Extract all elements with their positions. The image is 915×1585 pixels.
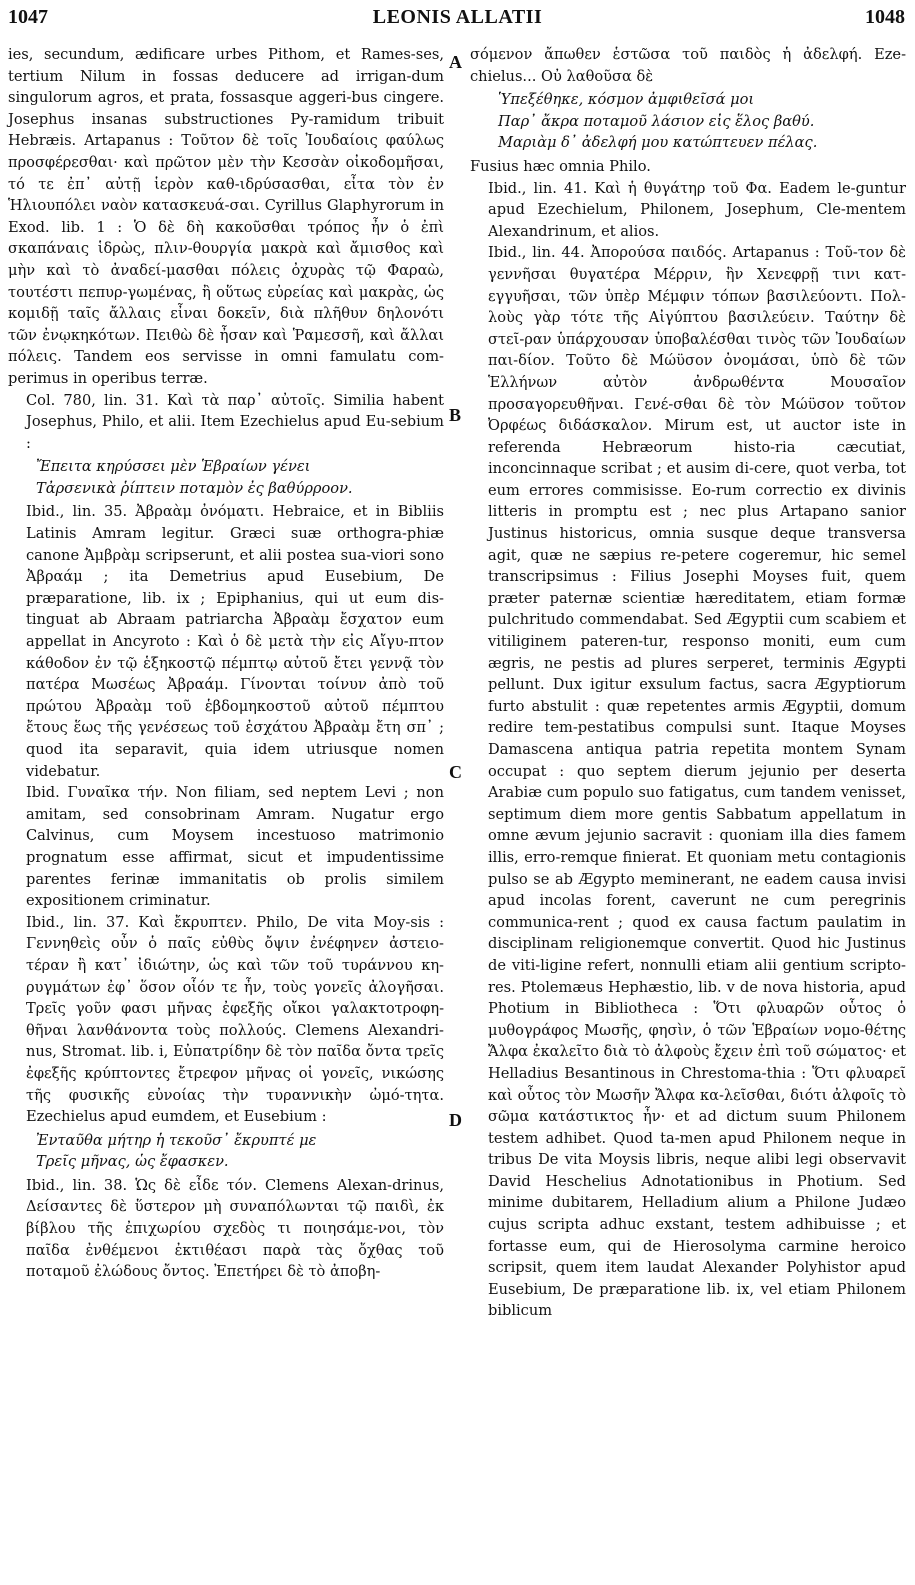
- right-page-number: 1048: [865, 6, 905, 28]
- margin-marker-a: A: [449, 52, 462, 72]
- verse-line: Ὑπεξέθηκε, κόσμον ἀμφιθεῖσά μοι: [498, 91, 755, 109]
- verse-line: Τρεῖς μῆνας, ὡς ἔφασκεν.: [36, 1153, 229, 1171]
- left-paragraph: ies, secundum, ædificare urbes Pithom, et Rames-ses, tertium Nilum in fossas deducere ad irrigan-dum singulorum agros, et prata, fossasque aggeri-bus cingere. Josephus insanas substructiones Py-ramidum tribuit Hebræis. Artapanus : Τοῦτον δὲ τοῖς Ἰουδαίοις φαύλως προσφέρεσθαι· καὶ πρῶτον μὲν τὴν Κεσσὰν οἰκοδομῆσαι, τό τε ἐπ᾽ αὐτῇ ἱερὸν καθ-ιδρύσασθαι, εἶτα τὸν ἐν Ἡλιουπόλει ναὸν κατασκευά-σαι. Cyrillus Glaphyrorum in Exod. lib. 1 : Ὁ δὲ δὴ κακοῦσθαι τρόπος ἦν ὁ ἐπὶ σκαπάναις ἱδρὼς, πλιν-θουργία μακρὰ καὶ ἄμισθος καὶ μὴν καὶ τὸ ἀναδεί-μασθαι πόλεις ὀχυρὰς τῷ Φαραὼ, τουτέστι πεπυρ-γωμένας, ἢ οὕτως εὐρείας καὶ μακρὰς, ὡς κομιδῇ ταῖς ἄλλαις εἶναι δοκεῖν, διὰ πλῆθυν δηλονότι τῶν ἐνῳκηκότων. Πειθὼ δὲ ἦσαν καὶ Ῥαμεσσῆ, καὶ ἄλλαι πόλεις. Tandem eos servisse in omni famulatu com-perimus in operibus terræ.: [8, 46, 444, 387]
- right-paragraph: Ibid., lin. 41. Καὶ ἡ θυγάτηρ τοῦ Φα. Eadem le-guntur apud Ezechielum, Philonem, Josephum, Cle-mentem Alexandrinum, et alios.: [488, 179, 906, 240]
- left-paragraph: Ibid. Γυναῖκα τήν. Non filiam, sed neptem Levi ; non amitam, sed consobrinam Amram. Nugatur ergo Calvinus, cum Moysem incestuoso matrimonio prognatum esse affirmat, sicut et impudentissime parentes ferinæ immanitatis ob prolis similem expositionem criminatur.: [26, 784, 444, 910]
- verse-line: Μαριὰμ δ᾽ ἀδελφή μου κατώπτευεν πέλας.: [498, 134, 818, 152]
- right-paragraph: Fusius hæc omnia Philo.: [470, 157, 651, 175]
- running-header: [0, 6, 915, 36]
- margin-marker-b: B: [449, 405, 462, 425]
- margin-marker-d: D: [449, 1110, 462, 1130]
- verse-quote: [498, 89, 906, 154]
- right-paragraph: σόμενον ἄπωθεν ἑστῶσα τοῦ παιδὸς ἡ ἀδελφή. Eze-chielus... Οὐ λαθοῦσα δὲ: [470, 46, 906, 85]
- left-paragraph: Ibid., lin. 38. Ὡς δὲ εἶδε τόν. Clemens Alexan-drinus, Δείσαντες δὲ ὕστερον μὴ συναπόλωνται τῷ παιδὶ, ἐκ βίβλου τῆς ἐπιχωρίου σχεδὸς τι ποιησάμε-νοι, τὸν παῖδα ἐνθέμενοι ἐκτιθέασι παρὰ τὰς ὄχθας τοῦ ποταμοῦ ἐλώδους ὄντος. Ἐπετήρει δὲ τὸ ἀποβη-: [26, 1176, 444, 1281]
- verse-quote: [36, 456, 444, 499]
- left-page-number: 1047: [8, 6, 48, 28]
- left-column: [8, 44, 444, 1283]
- running-title: LEONIS ALLATII: [372, 6, 543, 28]
- right-column: [470, 44, 906, 1322]
- left-paragraph: Ibid., lin. 37. Καὶ ἔκρυπτεν. Philo, De vita Moy-sis : Γεννηθεὶς οὖν ὁ παῖς εὐθὺς ὄψιν ἐνέφηνεν ἀστειο-τέραν ἢ κατ᾽ ἰδιώτην, ὡς καὶ τῶν τοῦ τυράννου κη-ρυγμάτων ἐφ᾽ ὅσον οἷόν τε ἦν, τοὺς γονεῖς ἀλογῆσαι. Τρεῖς γοῦν φασι μῆνας ἐφεξῆς οἴκοι γαλακτοτροφη-θῆναι λανθάνοντα τοὺς πολλούς. Clemens Alexandri-nus, Stromat. lib. i, Εὐπατρίδην δὲ τὸν παῖδα ὄντα τρεῖς ἐφεξῆς κρύπτοντες ἔτρεφον μῆνας οἱ γονεῖς, νικώσης τῆς φυσικῆς εὐνοίας τὴν τυραννικὴν ὠμό-τητα. Ezechielus apud eumdem, et Eusebium :: [26, 913, 444, 1126]
- verse-line: Τἀρσενικὰ ῥίπτειν ποταμὸν ἐς βαθύρροον.: [36, 479, 353, 497]
- verse-line: Ἔπειτα κηρύσσει μὲν Ἑβραίων γένει: [36, 458, 311, 476]
- verse-line: Παρ᾽ ἄκρα ποταμοῦ λάσιον εἰς ἕλος βαθύ.: [498, 112, 815, 130]
- right-paragraph: Ibid., lin. 44. Ἀπορούσα παιδός. Artapanus : Τοῦ-τον δὲ γεννῆσαι θυγατέρα Μέρριν, ἣν Χενεφρῇ τινι κατ-εγγυῆσαι, τῶν ὑπὲρ Μέμφιν τόπων βασιλεύοντι. Πολ-λοὺς γὰρ τότε τῆς Αἰγύπτου βασιλεύειν. Ταύτην δὲ στεῖ-ραν ὑπάρχουσαν ὑποβαλέσθαι τινὸς τῶν Ἰουδαίων παι-δίον. Τοῦτο δὲ Μώϋσον ὀνομάσαι, ὑπὸ δὲ τῶν Ἑλλήνων αὐτὸν ἀνδρωθέντα Μουσαῖον προσαγορευθῆναι. Γενέ-σθαι δὲ τὸν Μώϋσον τοῦτον Ὀρφέως διδάσκαλον. Mirum est, ut auctor iste in referenda Hebræorum histo-ria cæcutiat, inconcinnaque scribat ; et ausim di-cere, quot verba, tot eum errores commisisse. Eo-rum correctio ex divinis litteris in promptu est ; nec plus Artapano sanior Justinus historicus, omnia susque deque transversa agit, quæ ne sæpius re-petere cogeremur, hic semel transcripsimus : Filius Josephi Moyses fuit, quem præter paternæ scientiæ hæreditatem, etiam formæ pulchritudo commendabat. Sed Ægyptii cum scabiem et vitiliginem pateren-tur, responso moniti, eum cum ægris, ne pestis ad plures serperet, terminis Ægypti pellunt. Dux igitur exsulum factus, sacra Ægyptiorum furto abstulit : quæ repetentes armis Ægyptii, domum redire tem-pestatibus compulsi sunt. Itaque Moyses Damascena antiqua patria repetita montem Synam occupat : quo septem dierum jejunio per deserta Arabiæ cum populo suo fatigatus, cum tandem venisset, septimum diem more gentis Sabbatum appellatum in omne ævum jejunio sacravit : quoniam illa dies famem illis, erro-remque finierat. Et quoniam metu contagionis pulso se ab Ægypto meminerant, ne eadem causa invisi apud incolas forent, caverunt ne cum peregrinis communica-rent ; quod ex causa factum paulatim in disciplinam religionemque convertit. Quod hic Justinus de viti-ligine refert, nonnulli etiam alii gentium scripto-res. Ptolemæus Hephæstio, lib. v de nova historia, apud Photium in Bibliotheca : Ὅτι φλυαρῶν οὗτος ὁ μυθογράφος Μωσῆς, φησὶν, ὁ τῶν Ἑβραίων νομο-θέτης Ἄλφα ἐκαλεῖτο διὰ τὸ ἀλφοὺς ἔχειν ἐπὶ τοῦ σώματος· et Helladius Besantinous in Chrestoma-thia : Ὅτι φλυαρεῖ καὶ οὗτος τὸν Μωσῆν Ἄλφα κα-λεῖσθαι, διότι ἀλφοῖς τὸ σῶμα κατάστικτος ἦν· et ad dictum suum Philonem testem adhibet. Quod ta-men apud Philonem neque in tribus De vita Moysis libris, neque alibi legi observavit David Heschelius Adnotationibus in Photium. Sed minime dubitarem, Helladium alium a Philone Judæo cujus scripta adhuc exstant, testem adhibuisse ; et fortasse eum, qui de Hierosolyma carmine heroico scripsit, quem item laudat Alexander Polyhistor apud Eusebium, De præparatione lib. ix, vel etiam Philonem biblicum: [488, 244, 906, 1320]
- left-paragraph: Ibid., lin. 35. Ἀβραὰμ ὀνόματι. Hebraice, et in Bibliis Latinis Amram legitur. Græci suæ orthogra-phiæ canone Ἀμβρὰμ scripserunt, et alii postea sua-viori sono Ἀβραάμ ; ita Demetrius apud Eusebium, De præparatione, lib. ix ; Epiphanius, qui ut eum dis-tinguat ab Abraam patriarcha Ἀβραὰμ ἔσχατον eum appellat in Ancyroto : Καὶ ὁ δὲ μετὰ τὴν εἰς Αἴγυ-πτον κάθοδον ἐν τῷ ἑξηκοστῷ πέμπτῳ αὐτοῦ ἔτει γεννᾷ τὸν πατέρα Μωσέως Ἀβραάμ. Γίνονται τοίνυν ἀπὸ τοῦ πρώτου Ἀβραὰμ τοῦ ἑβδομηκοστοῦ αὐτοῦ πέμπτου ἔτους ἕως τῆς γενέσεως τοῦ ἐσχάτου Ἀβραὰμ ἔτη σπ᾽ ; quod ita separavit, quia idem utriusque nomen videbatur.: [26, 503, 444, 780]
- verse-quote: [36, 1130, 444, 1173]
- left-paragraph: Col. 780, lin. 31. Καὶ τὰ παρ᾽ αὐτοῖς. Similia habent Josephus, Philo, et alii. Item Ezechielus apud Eu-sebium :: [26, 391, 444, 452]
- verse-line: Ἐνταῦθα μήτηρ ἡ τεκοῦσ᾽ ἔκρυπτέ με: [36, 1131, 317, 1149]
- margin-marker-c: C: [449, 762, 462, 782]
